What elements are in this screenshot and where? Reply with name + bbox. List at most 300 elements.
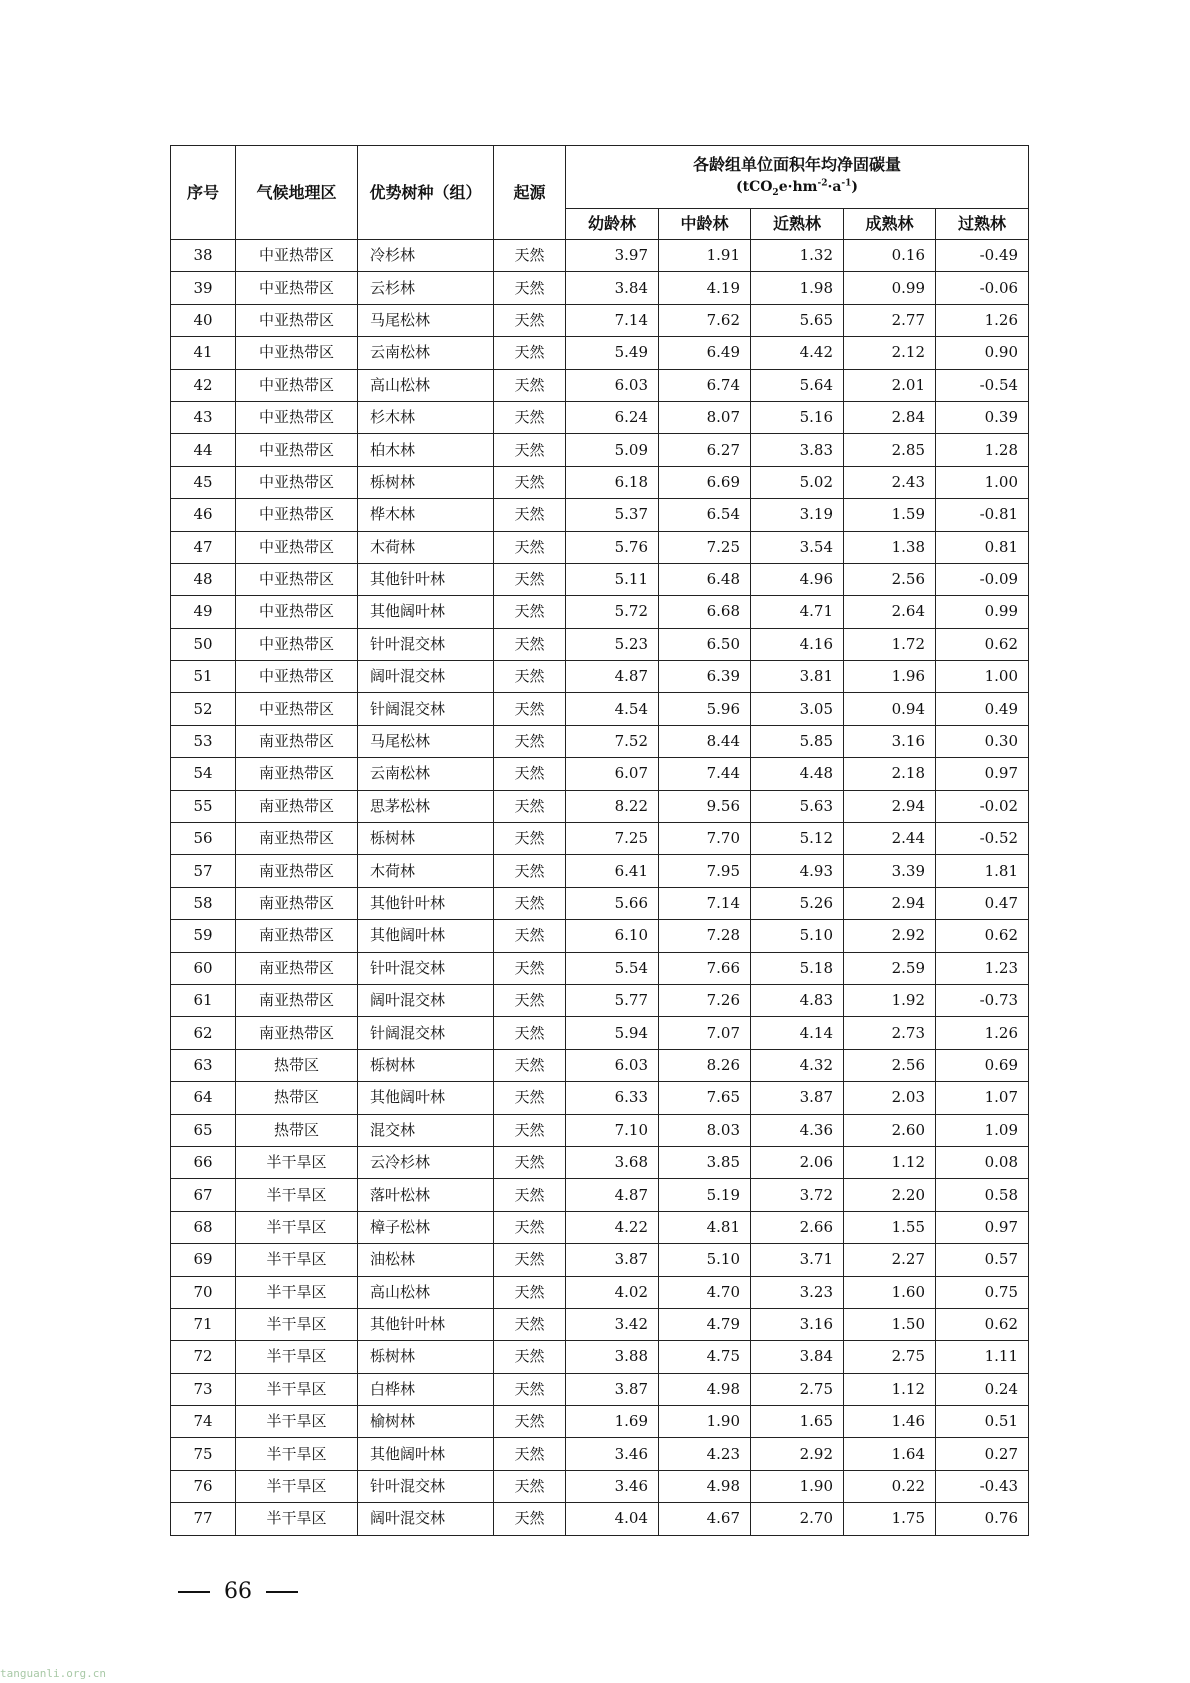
cell-young: 7.52 [566,725,659,757]
cell-region: 中亚热带区 [236,240,358,272]
header-species: 优势树种（组） [358,146,494,240]
cell-seq: 54 [171,758,236,790]
cell-near-mature: 3.19 [751,499,844,531]
table-row [171,1308,1029,1340]
cell-near-mature: 5.16 [751,401,844,433]
cell-overmature: 0.90 [936,337,1029,369]
cell-overmature: -0.52 [936,823,1029,855]
cell-region: 南亚热带区 [236,887,358,919]
cell-species: 马尾松林 [358,304,494,336]
table-row [171,1179,1029,1211]
cell-origin: 天然 [494,240,566,272]
header-group-title: 各龄组单位面积年均净固碳量 [693,155,902,175]
cell-young: 3.46 [566,1470,659,1502]
cell-middle: 6.27 [659,434,751,466]
cell-origin: 天然 [494,1341,566,1373]
cell-young: 6.18 [566,466,659,498]
table-row [171,1470,1029,1502]
cell-origin: 天然 [494,401,566,433]
cell-seq: 46 [171,499,236,531]
table-row [171,1276,1029,1308]
cell-origin: 天然 [494,790,566,822]
table-row [171,1503,1029,1535]
cell-species: 阔叶混交林 [358,984,494,1016]
cell-mature: 2.18 [844,758,936,790]
cell-mature: 1.50 [844,1308,936,1340]
cell-middle: 7.07 [659,1017,751,1049]
cell-mature: 2.01 [844,369,936,401]
table-row [171,952,1029,984]
cell-mature: 2.20 [844,1179,936,1211]
table-row [171,1406,1029,1438]
header-group [566,146,1029,209]
cell-region: 中亚热带区 [236,434,358,466]
table-body [171,240,1029,1536]
cell-seq: 47 [171,531,236,563]
cell-middle: 6.39 [659,661,751,693]
cell-young: 3.46 [566,1438,659,1470]
cell-overmature: -0.43 [936,1470,1029,1502]
cell-origin: 天然 [494,531,566,563]
cell-overmature: 0.62 [936,920,1029,952]
cell-region: 半干旱区 [236,1308,358,1340]
cell-origin: 天然 [494,499,566,531]
table-row [171,369,1029,401]
header-age-middle: 中龄林 [659,209,751,240]
cell-species: 云冷杉林 [358,1146,494,1178]
cell-region: 南亚热带区 [236,790,358,822]
cell-species: 栎树林 [358,823,494,855]
cell-near-mature: 1.65 [751,1406,844,1438]
cell-species: 其他针叶林 [358,887,494,919]
table-row [171,272,1029,304]
cell-species: 马尾松林 [358,725,494,757]
cell-young: 5.49 [566,337,659,369]
cell-seq: 51 [171,661,236,693]
cell-region: 中亚热带区 [236,628,358,660]
cell-region: 南亚热带区 [236,1017,358,1049]
table-row [171,758,1029,790]
cell-overmature: 0.97 [936,1211,1029,1243]
cell-overmature: 1.00 [936,466,1029,498]
cell-near-mature: 5.18 [751,952,844,984]
cell-origin: 天然 [494,984,566,1016]
cell-mature: 2.56 [844,1049,936,1081]
cell-region: 半干旱区 [236,1244,358,1276]
cell-origin: 天然 [494,1438,566,1470]
cell-origin: 天然 [494,1179,566,1211]
cell-region: 半干旱区 [236,1470,358,1502]
cell-seq: 41 [171,337,236,369]
cell-near-mature: 3.05 [751,693,844,725]
cell-mature: 1.12 [844,1146,936,1178]
cell-mature: 1.59 [844,499,936,531]
cell-overmature: 1.23 [936,952,1029,984]
cell-seq: 62 [171,1017,236,1049]
cell-overmature: 0.49 [936,693,1029,725]
cell-middle: 7.26 [659,984,751,1016]
cell-region: 南亚热带区 [236,758,358,790]
cell-species: 云杉林 [358,272,494,304]
cell-mature: 1.72 [844,628,936,660]
cell-young: 5.09 [566,434,659,466]
cell-near-mature: 1.98 [751,272,844,304]
cell-young: 5.54 [566,952,659,984]
cell-overmature: 0.27 [936,1438,1029,1470]
cell-seq: 68 [171,1211,236,1243]
cell-species: 榆树林 [358,1406,494,1438]
cell-mature: 2.03 [844,1082,936,1114]
cell-overmature: 0.62 [936,1308,1029,1340]
cell-region: 热带区 [236,1082,358,1114]
table-row [171,984,1029,1016]
cell-region: 南亚热带区 [236,725,358,757]
cell-mature: 1.92 [844,984,936,1016]
cell-middle: 4.19 [659,272,751,304]
cell-near-mature: 4.83 [751,984,844,1016]
cell-young: 6.41 [566,855,659,887]
cell-seq: 57 [171,855,236,887]
cell-overmature: -0.54 [936,369,1029,401]
cell-near-mature: 5.63 [751,790,844,822]
cell-overmature: 0.62 [936,628,1029,660]
cell-mature: 2.12 [844,337,936,369]
cell-seq: 43 [171,401,236,433]
cell-region: 中亚热带区 [236,661,358,693]
cell-species: 阔叶混交林 [358,661,494,693]
cell-region: 南亚热带区 [236,984,358,1016]
cell-origin: 天然 [494,466,566,498]
cell-species: 云南松林 [358,337,494,369]
cell-region: 中亚热带区 [236,531,358,563]
cell-overmature: 0.75 [936,1276,1029,1308]
cell-overmature: 0.24 [936,1373,1029,1405]
cell-region: 南亚热带区 [236,823,358,855]
cell-overmature: -0.49 [936,240,1029,272]
cell-middle: 8.03 [659,1114,751,1146]
table-row [171,531,1029,563]
table-row [171,596,1029,628]
cell-young: 5.23 [566,628,659,660]
cell-mature: 2.73 [844,1017,936,1049]
cell-middle: 7.66 [659,952,751,984]
cell-mature: 1.96 [844,661,936,693]
cell-origin: 天然 [494,1114,566,1146]
cell-overmature: 1.00 [936,661,1029,693]
cell-species: 冷杉林 [358,240,494,272]
table-row [171,725,1029,757]
cell-middle: 7.14 [659,887,751,919]
cell-near-mature: 2.06 [751,1146,844,1178]
table-row [171,693,1029,725]
cell-middle: 6.54 [659,499,751,531]
cell-seq: 39 [171,272,236,304]
cell-origin: 天然 [494,952,566,984]
cell-near-mature: 3.23 [751,1276,844,1308]
cell-region: 中亚热带区 [236,466,358,498]
table-row [171,628,1029,660]
cell-near-mature: 5.85 [751,725,844,757]
cell-mature: 3.16 [844,725,936,757]
table-row [171,563,1029,595]
cell-middle: 7.44 [659,758,751,790]
cell-species: 木荷林 [358,855,494,887]
cell-region: 南亚热带区 [236,920,358,952]
cell-young: 3.84 [566,272,659,304]
cell-species: 油松林 [358,1244,494,1276]
cell-middle: 4.98 [659,1373,751,1405]
cell-young: 6.03 [566,369,659,401]
cell-mature: 1.46 [844,1406,936,1438]
cell-species: 其他阔叶林 [358,1438,494,1470]
cell-region: 中亚热带区 [236,304,358,336]
cell-origin: 天然 [494,369,566,401]
cell-middle: 5.96 [659,693,751,725]
cell-species: 其他针叶林 [358,563,494,595]
cell-near-mature: 2.70 [751,1503,844,1535]
table-row [171,823,1029,855]
cell-mature: 1.60 [844,1276,936,1308]
cell-seq: 70 [171,1276,236,1308]
table-row [171,1146,1029,1178]
cell-middle: 4.70 [659,1276,751,1308]
cell-mature: 0.16 [844,240,936,272]
cell-overmature: 0.97 [936,758,1029,790]
cell-seq: 76 [171,1470,236,1502]
cell-middle: 8.26 [659,1049,751,1081]
header-age-young: 幼龄林 [566,209,659,240]
table-row [171,240,1029,272]
cell-seq: 40 [171,304,236,336]
carbon-sequestration-table [170,145,1029,1536]
cell-species: 其他针叶林 [358,1308,494,1340]
cell-middle: 4.81 [659,1211,751,1243]
cell-region: 半干旱区 [236,1276,358,1308]
table-row [171,661,1029,693]
table-row [171,337,1029,369]
cell-origin: 天然 [494,823,566,855]
cell-middle: 3.85 [659,1146,751,1178]
table-row [171,499,1029,531]
cell-origin: 天然 [494,1211,566,1243]
cell-young: 3.42 [566,1308,659,1340]
header-age-overmature: 过熟林 [936,209,1029,240]
cell-seq: 42 [171,369,236,401]
cell-mature: 1.75 [844,1503,936,1535]
cell-mature: 2.92 [844,920,936,952]
cell-species: 白桦林 [358,1373,494,1405]
cell-origin: 天然 [494,1373,566,1405]
cell-region: 半干旱区 [236,1503,358,1535]
cell-region: 南亚热带区 [236,952,358,984]
cell-seq: 49 [171,596,236,628]
cell-young: 5.66 [566,887,659,919]
cell-origin: 天然 [494,1276,566,1308]
cell-young: 6.03 [566,1049,659,1081]
cell-seq: 53 [171,725,236,757]
table-row [171,887,1029,919]
cell-region: 半干旱区 [236,1146,358,1178]
cell-near-mature: 3.72 [751,1179,844,1211]
cell-mature: 2.77 [844,304,936,336]
cell-region: 热带区 [236,1114,358,1146]
cell-overmature: 1.07 [936,1082,1029,1114]
page-number: 66 [224,1579,252,1604]
cell-mature: 2.43 [844,466,936,498]
cell-seq: 77 [171,1503,236,1535]
cell-species: 针叶混交林 [358,1470,494,1502]
table-row [171,466,1029,498]
cell-origin: 天然 [494,304,566,336]
cell-overmature: -0.02 [936,790,1029,822]
cell-overmature: -0.73 [936,984,1029,1016]
cell-young: 3.88 [566,1341,659,1373]
cell-species: 云南松林 [358,758,494,790]
cell-near-mature: 5.64 [751,369,844,401]
cell-young: 5.72 [566,596,659,628]
cell-middle: 5.19 [659,1179,751,1211]
cell-near-mature: 3.81 [751,661,844,693]
cell-origin: 天然 [494,1308,566,1340]
cell-seq: 50 [171,628,236,660]
cell-species: 栎树林 [358,466,494,498]
cell-origin: 天然 [494,1406,566,1438]
cell-origin: 天然 [494,1082,566,1114]
cell-overmature: 1.26 [936,304,1029,336]
cell-region: 中亚热带区 [236,272,358,304]
cell-overmature: 0.81 [936,531,1029,563]
cell-overmature: 0.76 [936,1503,1029,1535]
cell-region: 中亚热带区 [236,337,358,369]
cell-young: 8.22 [566,790,659,822]
cell-mature: 0.99 [844,272,936,304]
cell-middle: 4.75 [659,1341,751,1373]
cell-region: 中亚热带区 [236,596,358,628]
cell-origin: 天然 [494,434,566,466]
cell-overmature: 0.08 [936,1146,1029,1178]
footer-dash-left [178,1591,210,1593]
cell-young: 1.69 [566,1406,659,1438]
cell-species: 其他阔叶林 [358,920,494,952]
cell-species: 针阔混交林 [358,1017,494,1049]
cell-young: 4.87 [566,661,659,693]
cell-near-mature: 4.42 [751,337,844,369]
cell-origin: 天然 [494,1244,566,1276]
cell-mature: 0.22 [844,1470,936,1502]
cell-species: 高山松林 [358,369,494,401]
cell-seq: 56 [171,823,236,855]
cell-species: 木荷林 [358,531,494,563]
table-row [171,1373,1029,1405]
cell-middle: 4.23 [659,1438,751,1470]
cell-middle: 7.95 [659,855,751,887]
cell-seq: 59 [171,920,236,952]
cell-young: 4.87 [566,1179,659,1211]
cell-origin: 天然 [494,855,566,887]
cell-mature: 2.94 [844,887,936,919]
cell-near-mature: 5.26 [751,887,844,919]
header-origin: 起源 [494,146,566,240]
cell-region: 半干旱区 [236,1373,358,1405]
cell-middle: 4.98 [659,1470,751,1502]
cell-young: 3.68 [566,1146,659,1178]
cell-overmature: 0.99 [936,596,1029,628]
cell-middle: 6.50 [659,628,751,660]
cell-origin: 天然 [494,887,566,919]
table-row [171,434,1029,466]
cell-seq: 72 [171,1341,236,1373]
cell-young: 3.87 [566,1373,659,1405]
cell-origin: 天然 [494,758,566,790]
cell-seq: 65 [171,1114,236,1146]
table-row [171,1211,1029,1243]
cell-origin: 天然 [494,1503,566,1535]
cell-overmature: 1.26 [936,1017,1029,1049]
cell-middle: 7.28 [659,920,751,952]
cell-overmature: 0.39 [936,401,1029,433]
cell-near-mature: 2.92 [751,1438,844,1470]
cell-species: 针叶混交林 [358,628,494,660]
table-row [171,1082,1029,1114]
cell-seq: 44 [171,434,236,466]
cell-seq: 38 [171,240,236,272]
cell-mature: 0.94 [844,693,936,725]
cell-region: 半干旱区 [236,1341,358,1373]
cell-mature: 1.55 [844,1211,936,1243]
cell-origin: 天然 [494,1049,566,1081]
cell-origin: 天然 [494,1470,566,1502]
cell-origin: 天然 [494,920,566,952]
cell-seq: 74 [171,1406,236,1438]
cell-young: 4.22 [566,1211,659,1243]
cell-young: 5.77 [566,984,659,1016]
cell-mature: 2.44 [844,823,936,855]
cell-mature: 2.84 [844,401,936,433]
cell-middle: 8.44 [659,725,751,757]
table-row [171,1017,1029,1049]
table-row [171,401,1029,433]
table-row [171,1438,1029,1470]
cell-middle: 6.69 [659,466,751,498]
cell-species: 混交林 [358,1114,494,1146]
cell-seq: 52 [171,693,236,725]
cell-near-mature: 4.71 [751,596,844,628]
cell-overmature: -0.06 [936,272,1029,304]
cell-mature: 2.94 [844,790,936,822]
cell-near-mature: 3.84 [751,1341,844,1373]
table-row [171,1341,1029,1373]
cell-middle: 9.56 [659,790,751,822]
cell-overmature: 1.09 [936,1114,1029,1146]
cell-near-mature: 2.75 [751,1373,844,1405]
cell-species: 阔叶混交林 [358,1503,494,1535]
cell-region: 中亚热带区 [236,499,358,531]
cell-middle: 5.10 [659,1244,751,1276]
cell-young: 7.10 [566,1114,659,1146]
cell-near-mature: 5.65 [751,304,844,336]
cell-young: 6.33 [566,1082,659,1114]
cell-mature: 2.56 [844,563,936,595]
cell-mature: 2.75 [844,1341,936,1373]
cell-seq: 55 [171,790,236,822]
cell-middle: 1.90 [659,1406,751,1438]
cell-overmature: 0.69 [936,1049,1029,1081]
cell-near-mature: 5.10 [751,920,844,952]
cell-region: 南亚热带区 [236,855,358,887]
header-unit: $(tCO_2e\cdot hm^{-2}\cdot a^{-1})$ [735,178,859,199]
cell-region: 半干旱区 [236,1179,358,1211]
cell-near-mature: 4.32 [751,1049,844,1081]
